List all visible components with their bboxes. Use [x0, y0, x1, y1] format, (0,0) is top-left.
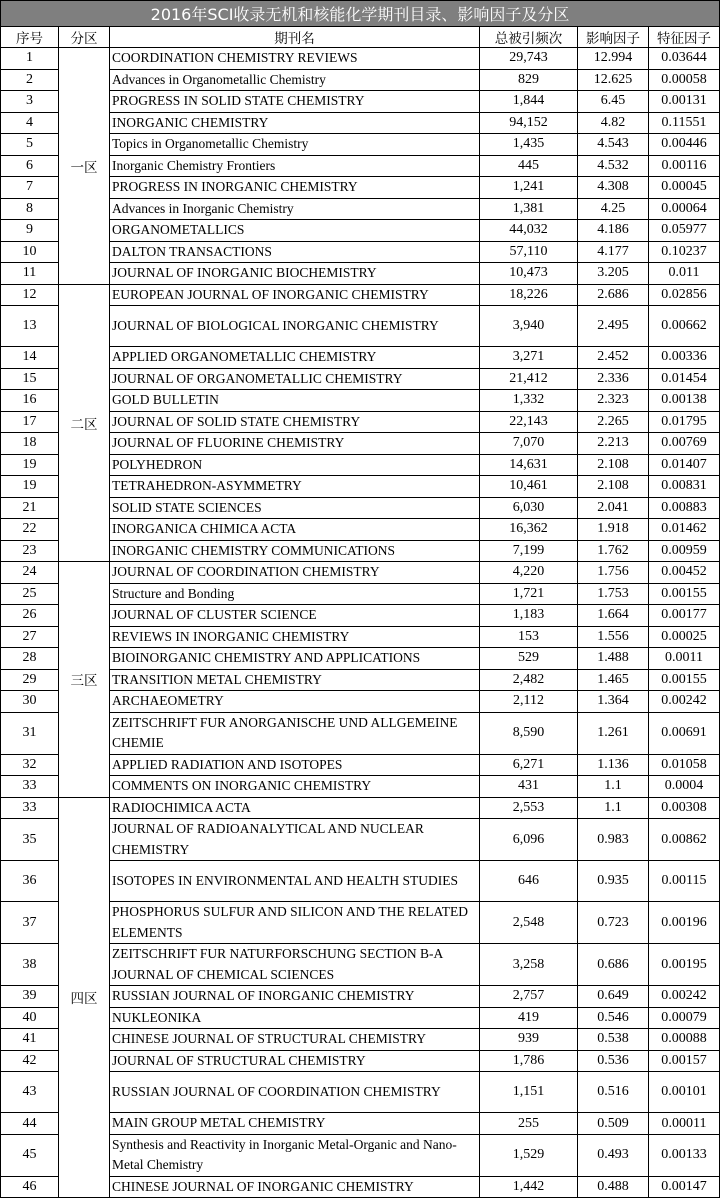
row-index-cell[interactable]: 16: [1, 390, 59, 412]
row-index-cell[interactable]: 36: [1, 861, 59, 902]
eigenfactor-cell[interactable]: 0.0004: [649, 776, 720, 798]
eigenfactor-cell[interactable]: 0.00147: [649, 1176, 720, 1198]
eigenfactor-cell[interactable]: 0.00088: [649, 1029, 720, 1051]
impact-factor-cell[interactable]: 1.488: [578, 648, 649, 670]
journal-name-cell[interactable]: MAIN GROUP METAL CHEMISTRY: [110, 1113, 480, 1135]
total-citations-cell[interactable]: 1,786: [480, 1050, 578, 1072]
zone-cell[interactable]: 二区: [59, 284, 110, 562]
journal-name-cell[interactable]: TETRAHEDRON-ASYMMETRY: [110, 476, 480, 498]
impact-factor-cell[interactable]: 3.205: [578, 263, 649, 285]
total-citations-cell[interactable]: 529: [480, 648, 578, 670]
impact-factor-cell[interactable]: 0.686: [578, 944, 649, 986]
impact-factor-cell[interactable]: 1.465: [578, 669, 649, 691]
journal-name-cell[interactable]: RUSSIAN JOURNAL OF INORGANIC CHEMISTRY: [110, 986, 480, 1008]
eigenfactor-cell[interactable]: 0.00769: [649, 433, 720, 455]
total-citations-cell[interactable]: 7,070: [480, 433, 578, 455]
row-index-cell[interactable]: 12: [1, 284, 59, 306]
impact-factor-cell[interactable]: 0.935: [578, 861, 649, 902]
row-index-cell[interactable]: 43: [1, 1072, 59, 1113]
journal-name-cell[interactable]: Synthesis and Reactivity in Inorganic Metal-Organic and Nano-Metal Chemistry: [110, 1134, 480, 1176]
impact-factor-cell[interactable]: 1.1: [578, 797, 649, 819]
impact-factor-cell[interactable]: 12.625: [578, 69, 649, 91]
eigenfactor-cell[interactable]: 0.00959: [649, 540, 720, 562]
impact-factor-cell[interactable]: 4.25: [578, 198, 649, 220]
eigenfactor-cell[interactable]: 0.00195: [649, 944, 720, 986]
eigenfactor-cell[interactable]: 0.00177: [649, 605, 720, 627]
eigenfactor-cell[interactable]: 0.00831: [649, 476, 720, 498]
journal-name-cell[interactable]: JOURNAL OF STRUCTURAL CHEMISTRY: [110, 1050, 480, 1072]
row-index-cell[interactable]: 7: [1, 177, 59, 199]
journal-name-cell[interactable]: CHINESE JOURNAL OF INORGANIC CHEMISTRY: [110, 1176, 480, 1198]
total-citations-cell[interactable]: 21,412: [480, 368, 578, 390]
impact-factor-cell[interactable]: 1.756: [578, 562, 649, 584]
eigenfactor-cell[interactable]: 0.00862: [649, 819, 720, 861]
row-index-cell[interactable]: 22: [1, 519, 59, 541]
total-citations-cell[interactable]: 44,032: [480, 220, 578, 242]
journal-name-cell[interactable]: Advances in Inorganic Chemistry: [110, 198, 480, 220]
eigenfactor-cell[interactable]: 0.0011: [649, 648, 720, 670]
row-index-cell[interactable]: 31: [1, 712, 59, 754]
journal-name-cell[interactable]: JOURNAL OF ORGANOMETALLIC CHEMISTRY: [110, 368, 480, 390]
zone-cell[interactable]: 一区: [59, 48, 110, 285]
impact-factor-cell[interactable]: 0.983: [578, 819, 649, 861]
row-index-cell[interactable]: 8: [1, 198, 59, 220]
total-citations-cell[interactable]: 6,030: [480, 497, 578, 519]
total-citations-cell[interactable]: 2,553: [480, 797, 578, 819]
journal-name-cell[interactable]: TRANSITION METAL CHEMISTRY: [110, 669, 480, 691]
row-index-cell[interactable]: 6: [1, 155, 59, 177]
header-eigenfactor[interactable]: 特征因子: [649, 27, 720, 48]
eigenfactor-cell[interactable]: 0.00133: [649, 1134, 720, 1176]
journal-name-cell[interactable]: JOURNAL OF CLUSTER SCIENCE: [110, 605, 480, 627]
row-index-cell[interactable]: 3: [1, 91, 59, 113]
eigenfactor-cell[interactable]: 0.00045: [649, 177, 720, 199]
journal-name-cell[interactable]: GOLD BULLETIN: [110, 390, 480, 412]
journal-name-cell[interactable]: RADIOCHIMICA ACTA: [110, 797, 480, 819]
journal-name-cell[interactable]: JOURNAL OF RADIOANALYTICAL AND NUCLEAR CHEMISTRY: [110, 819, 480, 861]
impact-factor-cell[interactable]: 0.546: [578, 1007, 649, 1029]
eigenfactor-cell[interactable]: 0.00336: [649, 347, 720, 369]
total-citations-cell[interactable]: 445: [480, 155, 578, 177]
journal-name-cell[interactable]: DALTON TRANSACTIONS: [110, 241, 480, 263]
impact-factor-cell[interactable]: 1.1: [578, 776, 649, 798]
header-zone[interactable]: 分区: [59, 27, 110, 48]
row-index-cell[interactable]: 27: [1, 626, 59, 648]
journal-name-cell[interactable]: INORGANIC CHEMISTRY COMMUNICATIONS: [110, 540, 480, 562]
journal-name-cell[interactable]: Inorganic Chemistry Frontiers: [110, 155, 480, 177]
journal-name-cell[interactable]: JOURNAL OF INORGANIC BIOCHEMISTRY: [110, 263, 480, 285]
total-citations-cell[interactable]: 6,271: [480, 754, 578, 776]
total-citations-cell[interactable]: 1,183: [480, 605, 578, 627]
row-index-cell[interactable]: 15: [1, 368, 59, 390]
journal-name-cell[interactable]: COMMENTS ON INORGANIC CHEMISTRY: [110, 776, 480, 798]
eigenfactor-cell[interactable]: 0.00308: [649, 797, 720, 819]
total-citations-cell[interactable]: 16,362: [480, 519, 578, 541]
row-index-cell[interactable]: 2: [1, 69, 59, 91]
impact-factor-cell[interactable]: 2.323: [578, 390, 649, 412]
impact-factor-cell[interactable]: 0.536: [578, 1050, 649, 1072]
eigenfactor-cell[interactable]: 0.00115: [649, 861, 720, 902]
eigenfactor-cell[interactable]: 0.011: [649, 263, 720, 285]
eigenfactor-cell[interactable]: 0.00196: [649, 902, 720, 944]
row-index-cell[interactable]: 21: [1, 497, 59, 519]
row-index-cell[interactable]: 42: [1, 1050, 59, 1072]
impact-factor-cell[interactable]: 0.516: [578, 1072, 649, 1113]
impact-factor-cell[interactable]: 4.532: [578, 155, 649, 177]
eigenfactor-cell[interactable]: 0.00662: [649, 306, 720, 347]
journal-name-cell[interactable]: COORDINATION CHEMISTRY REVIEWS: [110, 48, 480, 70]
total-citations-cell[interactable]: 2,548: [480, 902, 578, 944]
eigenfactor-cell[interactable]: 0.03644: [649, 48, 720, 70]
total-citations-cell[interactable]: 7,199: [480, 540, 578, 562]
row-index-cell[interactable]: 46: [1, 1176, 59, 1198]
impact-factor-cell[interactable]: 6.45: [578, 91, 649, 113]
impact-factor-cell[interactable]: 1.136: [578, 754, 649, 776]
row-index-cell[interactable]: 19: [1, 454, 59, 476]
impact-factor-cell[interactable]: 2.265: [578, 411, 649, 433]
impact-factor-cell[interactable]: 1.753: [578, 583, 649, 605]
journal-name-cell[interactable]: NUKLEONIKA: [110, 1007, 480, 1029]
total-citations-cell[interactable]: 8,590: [480, 712, 578, 754]
header-impact-factor[interactable]: 影响因子: [578, 27, 649, 48]
header-row: [1, 27, 720, 48]
total-citations-cell[interactable]: 2,757: [480, 986, 578, 1008]
row-index-cell[interactable]: 39: [1, 986, 59, 1008]
row-index-cell[interactable]: 33: [1, 797, 59, 819]
row-index-cell[interactable]: 10: [1, 241, 59, 263]
total-citations-cell[interactable]: 1,381: [480, 198, 578, 220]
eigenfactor-cell[interactable]: 0.05977: [649, 220, 720, 242]
row-index-cell[interactable]: 41: [1, 1029, 59, 1051]
impact-factor-cell[interactable]: 1.762: [578, 540, 649, 562]
row-index-cell[interactable]: 9: [1, 220, 59, 242]
journal-name-cell[interactable]: Advances in Organometallic Chemistry: [110, 69, 480, 91]
journal-name-cell[interactable]: Topics in Organometallic Chemistry: [110, 134, 480, 156]
total-citations-cell[interactable]: 22,143: [480, 411, 578, 433]
journal-name-cell[interactable]: BIOINORGANIC CHEMISTRY AND APPLICATIONS: [110, 648, 480, 670]
eigenfactor-cell[interactable]: 0.00025: [649, 626, 720, 648]
journal-name-cell[interactable]: ORGANOMETALLICS: [110, 220, 480, 242]
total-citations-cell[interactable]: 1,844: [480, 91, 578, 113]
impact-factor-cell[interactable]: 1.664: [578, 605, 649, 627]
eigenfactor-cell[interactable]: 0.00116: [649, 155, 720, 177]
table-row: [1, 797, 720, 819]
total-citations-cell[interactable]: 1,435: [480, 134, 578, 156]
eigenfactor-cell[interactable]: 0.01795: [649, 411, 720, 433]
total-citations-cell[interactable]: 14,631: [480, 454, 578, 476]
row-index-cell[interactable]: 11: [1, 263, 59, 285]
header-index[interactable]: 序号: [1, 27, 59, 48]
total-citations-cell[interactable]: 1,721: [480, 583, 578, 605]
row-index-cell[interactable]: 4: [1, 112, 59, 134]
eigenfactor-cell[interactable]: 0.01407: [649, 454, 720, 476]
row-index-cell[interactable]: 26: [1, 605, 59, 627]
total-citations-cell[interactable]: 431: [480, 776, 578, 798]
impact-factor-cell[interactable]: 2.041: [578, 497, 649, 519]
journal-name-cell[interactable]: ZEITSCHRIFT FUR ANORGANISCHE UND ALLGEMEINE CHEMIE: [110, 712, 480, 754]
eigenfactor-cell[interactable]: 0.10237: [649, 241, 720, 263]
row-index-cell[interactable]: 44: [1, 1113, 59, 1135]
impact-factor-cell[interactable]: 0.538: [578, 1029, 649, 1051]
impact-factor-cell[interactable]: 2.686: [578, 284, 649, 306]
page-title: 2016年SCI收录无机和核能化学期刊目录、影响因子及分区: [1, 1, 720, 27]
journal-name-cell[interactable]: APPLIED ORGANOMETALLIC CHEMISTRY: [110, 347, 480, 369]
total-citations-cell[interactable]: 3,940: [480, 306, 578, 347]
total-citations-cell[interactable]: 57,110: [480, 241, 578, 263]
row-index-cell[interactable]: 30: [1, 691, 59, 713]
journal-name-cell[interactable]: ZEITSCHRIFT FUR NATURFORSCHUNG SECTION B-A JOURNAL OF CHEMICAL SCIENCES: [110, 944, 480, 986]
table-row: [1, 48, 720, 70]
total-citations-cell[interactable]: 1,529: [480, 1134, 578, 1176]
eigenfactor-cell[interactable]: 0.00157: [649, 1050, 720, 1072]
journal-name-cell[interactable]: JOURNAL OF SOLID STATE CHEMISTRY: [110, 411, 480, 433]
total-citations-cell[interactable]: 2,112: [480, 691, 578, 713]
journal-name-cell[interactable]: REVIEWS IN INORGANIC CHEMISTRY: [110, 626, 480, 648]
row-index-cell[interactable]: 18: [1, 433, 59, 455]
impact-factor-cell[interactable]: 2.213: [578, 433, 649, 455]
eigenfactor-cell[interactable]: 0.02856: [649, 284, 720, 306]
zone-cell[interactable]: 四区: [59, 797, 110, 1198]
row-index-cell[interactable]: 28: [1, 648, 59, 670]
impact-factor-cell[interactable]: 4.186: [578, 220, 649, 242]
row-index-cell[interactable]: 40: [1, 1007, 59, 1029]
header-total-citations[interactable]: 总被引频次: [480, 27, 578, 48]
total-citations-cell[interactable]: 18,226: [480, 284, 578, 306]
total-citations-cell[interactable]: 255: [480, 1113, 578, 1135]
total-citations-cell[interactable]: 94,152: [480, 112, 578, 134]
impact-factor-cell[interactable]: 0.488: [578, 1176, 649, 1198]
total-citations-cell[interactable]: 29,743: [480, 48, 578, 70]
row-index-cell[interactable]: 24: [1, 562, 59, 584]
total-citations-cell[interactable]: 6,096: [480, 819, 578, 861]
eigenfactor-cell[interactable]: 0.00101: [649, 1072, 720, 1113]
impact-factor-cell[interactable]: 4.177: [578, 241, 649, 263]
impact-factor-cell[interactable]: 4.543: [578, 134, 649, 156]
eigenfactor-cell[interactable]: 0.00155: [649, 583, 720, 605]
eigenfactor-cell[interactable]: 0.00452: [649, 562, 720, 584]
eigenfactor-cell[interactable]: 0.00064: [649, 198, 720, 220]
impact-factor-cell[interactable]: 0.493: [578, 1134, 649, 1176]
journal-name-cell[interactable]: ARCHAEOMETRY: [110, 691, 480, 713]
journal-name-cell[interactable]: ISOTOPES IN ENVIRONMENTAL AND HEALTH STUDIES: [110, 861, 480, 902]
journal-name-cell[interactable]: INORGANICA CHIMICA ACTA: [110, 519, 480, 541]
eigenfactor-cell[interactable]: 0.01454: [649, 368, 720, 390]
row-index-cell[interactable]: 19: [1, 476, 59, 498]
journal-name-cell[interactable]: APPLIED RADIATION AND ISOTOPES: [110, 754, 480, 776]
impact-factor-cell[interactable]: 1.556: [578, 626, 649, 648]
journal-name-cell[interactable]: Structure and Bonding: [110, 583, 480, 605]
eigenfactor-cell[interactable]: 0.00011: [649, 1113, 720, 1135]
row-index-cell[interactable]: 29: [1, 669, 59, 691]
row-index-cell[interactable]: 14: [1, 347, 59, 369]
eigenfactor-cell[interactable]: 0.11551: [649, 112, 720, 134]
total-citations-cell[interactable]: 2,482: [480, 669, 578, 691]
header-journal-name[interactable]: 期刊名: [110, 27, 480, 48]
eigenfactor-cell[interactable]: 0.01058: [649, 754, 720, 776]
journal-name-cell[interactable]: EUROPEAN JOURNAL OF INORGANIC CHEMISTRY: [110, 284, 480, 306]
impact-factor-cell[interactable]: 12.994: [578, 48, 649, 70]
row-index-cell[interactable]: 5: [1, 134, 59, 156]
journal-name-cell[interactable]: PROGRESS IN INORGANIC CHEMISTRY: [110, 177, 480, 199]
total-citations-cell[interactable]: 419: [480, 1007, 578, 1029]
zone-cell[interactable]: 三区: [59, 562, 110, 798]
impact-factor-cell[interactable]: 1.364: [578, 691, 649, 713]
total-citations-cell[interactable]: 10,473: [480, 263, 578, 285]
total-citations-cell[interactable]: 3,271: [480, 347, 578, 369]
row-index-cell[interactable]: 13: [1, 306, 59, 347]
impact-factor-cell[interactable]: 1.918: [578, 519, 649, 541]
journal-name-cell[interactable]: SOLID STATE SCIENCES: [110, 497, 480, 519]
total-citations-cell[interactable]: 1,442: [480, 1176, 578, 1198]
row-index-cell[interactable]: 45: [1, 1134, 59, 1176]
impact-factor-cell[interactable]: 2.336: [578, 368, 649, 390]
total-citations-cell[interactable]: 829: [480, 69, 578, 91]
journal-name-cell[interactable]: PHOSPHORUS SULFUR AND SILICON AND THE RELATED ELEMENTS: [110, 902, 480, 944]
total-citations-cell[interactable]: 646: [480, 861, 578, 902]
total-citations-cell[interactable]: 939: [480, 1029, 578, 1051]
row-index-cell[interactable]: 23: [1, 540, 59, 562]
eigenfactor-cell[interactable]: 0.00131: [649, 91, 720, 113]
eigenfactor-cell[interactable]: 0.00138: [649, 390, 720, 412]
journal-name-cell[interactable]: JOURNAL OF FLUORINE CHEMISTRY: [110, 433, 480, 455]
eigenfactor-cell[interactable]: 0.00155: [649, 669, 720, 691]
journal-name-cell[interactable]: INORGANIC CHEMISTRY: [110, 112, 480, 134]
row-index-cell[interactable]: 25: [1, 583, 59, 605]
eigenfactor-cell[interactable]: 0.00691: [649, 712, 720, 754]
table-row: [1, 562, 720, 584]
journal-name-cell[interactable]: POLYHEDRON: [110, 454, 480, 476]
eigenfactor-cell[interactable]: 0.00242: [649, 691, 720, 713]
journal-name-cell[interactable]: JOURNAL OF COORDINATION CHEMISTRY: [110, 562, 480, 584]
row-index-cell[interactable]: 35: [1, 819, 59, 861]
impact-factor-cell[interactable]: 0.649: [578, 986, 649, 1008]
eigenfactor-cell[interactable]: 0.00058: [649, 69, 720, 91]
total-citations-cell[interactable]: 4,220: [480, 562, 578, 584]
impact-factor-cell[interactable]: 0.509: [578, 1113, 649, 1135]
impact-factor-cell[interactable]: 2.108: [578, 454, 649, 476]
eigenfactor-cell[interactable]: 0.00079: [649, 1007, 720, 1029]
impact-factor-cell[interactable]: 0.723: [578, 902, 649, 944]
impact-factor-cell[interactable]: 1.261: [578, 712, 649, 754]
impact-factor-cell[interactable]: 2.452: [578, 347, 649, 369]
total-citations-cell[interactable]: 153: [480, 626, 578, 648]
total-citations-cell[interactable]: 10,461: [480, 476, 578, 498]
row-index-cell[interactable]: 38: [1, 944, 59, 986]
row-index-cell[interactable]: 37: [1, 902, 59, 944]
table-row: [1, 284, 720, 306]
journal-name-cell[interactable]: PROGRESS IN SOLID STATE CHEMISTRY: [110, 91, 480, 113]
row-index-cell[interactable]: 17: [1, 411, 59, 433]
eigenfactor-cell[interactable]: 0.00242: [649, 986, 720, 1008]
title-row: [1, 1, 720, 27]
impact-factor-cell[interactable]: 2.108: [578, 476, 649, 498]
eigenfactor-cell[interactable]: 0.00446: [649, 134, 720, 156]
row-index-cell[interactable]: 1: [1, 48, 59, 70]
row-index-cell[interactable]: 33: [1, 776, 59, 798]
impact-factor-cell[interactable]: 4.308: [578, 177, 649, 199]
journal-name-cell[interactable]: JOURNAL OF BIOLOGICAL INORGANIC CHEMISTRY: [110, 306, 480, 347]
total-citations-cell[interactable]: 1,151: [480, 1072, 578, 1113]
eigenfactor-cell[interactable]: 0.00883: [649, 497, 720, 519]
journal-name-cell[interactable]: RUSSIAN JOURNAL OF COORDINATION CHEMISTRY: [110, 1072, 480, 1113]
journal-name-cell[interactable]: CHINESE JOURNAL OF STRUCTURAL CHEMISTRY: [110, 1029, 480, 1051]
eigenfactor-cell[interactable]: 0.01462: [649, 519, 720, 541]
row-index-cell[interactable]: 32: [1, 754, 59, 776]
impact-factor-cell[interactable]: 2.495: [578, 306, 649, 347]
impact-factor-cell[interactable]: 4.82: [578, 112, 649, 134]
total-citations-cell[interactable]: 3,258: [480, 944, 578, 986]
total-citations-cell[interactable]: 1,332: [480, 390, 578, 412]
total-citations-cell[interactable]: 1,241: [480, 177, 578, 199]
